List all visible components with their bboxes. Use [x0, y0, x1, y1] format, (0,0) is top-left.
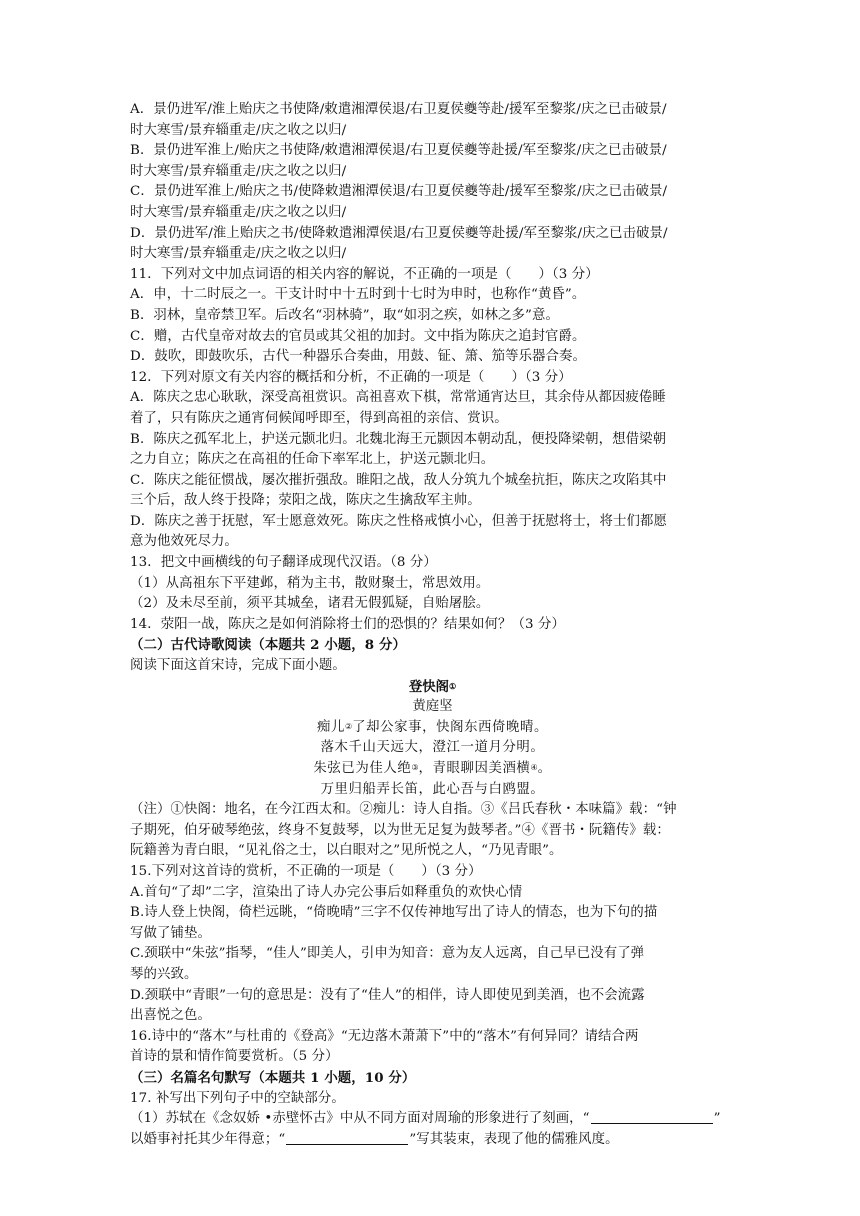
option: 三个后，敌人终于投降；荥阳之战，陈庆之生擒敌军主帅。 — [130, 493, 481, 509]
option: 之力自立；陈庆之在高祖的任命下率军北上，护送元颢北归。 — [130, 452, 495, 468]
section-heading: （三）名篇名句默写（本题共 1 小题，10 分） — [130, 1069, 416, 1086]
footnote-marker: ② — [344, 721, 353, 731]
poem-line: 万里归船弄长笛，此心吾与白鸥盟。 — [320, 781, 545, 797]
option: D．鼓吹，即鼓吹乐，古代一种器乐合奏曲，用鼓、钲、箫、笳等乐器合奏。 — [130, 349, 587, 365]
question-12 — [130, 368, 735, 553]
poem-line: 落木千山天远大，澄江一道月分明。 — [320, 740, 545, 756]
text-line: B．景仍进军淮上/贻庆之书使降/敕遣湘潭侯退/右卫夏侯夔等赴援/军至黎浆/庆之已击破景/ — [130, 143, 667, 159]
sub-question: （1）从高祖东下平建邺，稍为主书，散财聚士，常思效用。 — [130, 575, 490, 591]
text-line: 时大寒雪/景弃辎重走/庆之收之以归/ — [130, 246, 347, 262]
option: B．陈庆之孤军北上，护送元颢北归。北魏北海王元颢因本朝动乱，便投降梁朝，想借梁朝 — [130, 431, 667, 447]
footnote-marker: ④ — [530, 763, 538, 772]
poem-author: 黄庭坚 — [412, 699, 453, 715]
text-line: A．景仍进军/淮上贻庆之书使降/敕遣湘潭侯退/右卫夏侯夔等赴/援军至黎浆/庆之已击破景/ — [130, 102, 667, 117]
question-11 — [130, 265, 735, 368]
option: C．赠，古代皇帝对故去的官员或其父祖的加封。文中指为陈庆之追封官爵。 — [130, 328, 586, 344]
section-heading: （二）古代诗歌阅读（本题共 2 小题，8 分） — [130, 637, 406, 654]
options-q10 — [130, 100, 735, 265]
question-17-1-cont: 以婚事衬托其少年得意；“ ”写其装束，表现了他的儒雅风度。 — [130, 1131, 619, 1147]
option: 意为他效死尽力。 — [130, 534, 238, 550]
option: 写做了铺垫。 — [130, 925, 211, 941]
questions-15-16 — [130, 862, 735, 1068]
sub-question: （2）及未尽至前，须平其城垒，诸君无假狐疑，自贻屠脍。 — [130, 596, 490, 612]
answer-blank[interactable] — [286, 1131, 408, 1145]
question-stem: 11．下列对文中加点词语的相关内容的解说，不正确的一项是（ ）（3 分） — [130, 266, 599, 282]
option: 琴的兴致。 — [130, 966, 198, 982]
text-line: 时大寒雪/景弃辎重走/庆之收之以归/ — [130, 163, 347, 179]
note-line: 阮籍善为青白眼，“见礼俗之士，以白眼对之”见所悦之人，“乃见青眼”。 — [130, 843, 563, 859]
text-line: D．景仍进军/淮上贻庆之书/使降敕遣湘潭侯退/右卫夏侯夔等赴援/军至黎浆/庆之已击破景/ — [130, 225, 668, 241]
poem-notes — [130, 800, 735, 862]
option: A．陈庆之忠心耿耿，深受高祖赏识。高祖喜欢下棋，常常通宵达旦，其余侍从都因疲倦睡 — [130, 390, 666, 406]
poem-line: 痴儿②了却公家事，快阁东西倚晚晴。 — [316, 719, 549, 735]
question-stem: 13．把文中画横线的句子翻译成现代汉语。（8 分） — [130, 555, 437, 571]
option: B．羽林，皇帝禁卫军。后改名“羽林骑”，取“如羽之疾，如林之多”意。 — [130, 307, 559, 323]
poem — [130, 677, 735, 801]
footnote-marker: ③ — [411, 763, 419, 772]
text-line: 时大寒雪/景弃辎重走/庆之收之以归/ — [130, 122, 347, 138]
text-line: 时大寒雪/景弃辎重走/庆之收之以归/ — [130, 204, 347, 220]
option: 出喜悦之色。 — [130, 1008, 211, 1024]
footnote-marker: ① — [449, 680, 457, 691]
question-17-1: （1）苏轼在《念奴娇 •赤壁怀古》中从不同方面对周瑜的形象进行了刻画，“ ” — [130, 1111, 721, 1127]
poem-title: 登快阁① — [408, 678, 457, 695]
poem-line: 朱弦已为佳人绝③，青眼聊因美酒横④。 — [313, 761, 552, 776]
answer-blank[interactable] — [591, 1110, 713, 1124]
question-stem: 16.诗中的“落木”与杜甫的《登高》“无边落木萧萧下”中的“落木”有何异同？请结合两 — [130, 1028, 639, 1044]
question-13 — [130, 553, 735, 615]
option: C．陈庆之能征惯战，屡次摧折强敌。睢阳之战，敌人分筑九个城垒抗拒，陈庆之攻陷其中 — [130, 472, 667, 488]
option: B.诗人登上快阁，倚栏远眺，“倚晚晴”三字不仅传神地写出了诗人的情态，也为下句的描 — [130, 905, 658, 921]
note-line: 子期死，伯牙破琴绝弦，终身不复鼓琴，以为世无足复为鼓琴者。”④《晋书・阮籍传》载： — [130, 822, 670, 838]
section-intro: 阅读下面这首宋诗，完成下面小题。 — [130, 658, 346, 674]
question-stem: 12．下列对原文有关内容的概括和分析，不正确的一项是（ ）（3 分） — [130, 369, 572, 385]
question-14: 14．荥阳一战，陈庆之是如何消除将士们的恐惧的？结果如何？（3 分） — [130, 616, 565, 632]
text-line: C．景仍进军淮上/贻庆之书/使降敕遣湘潭侯退/右卫夏侯夔等赴/援军至黎浆/庆之已击破景/ — [130, 184, 668, 200]
document-page — [130, 100, 735, 1150]
option: C.颈联中“朱弦”指琴，“佳人”即美人，引申为知音：意为友人远离，自己早已没有了弹 — [130, 946, 645, 962]
question-17: 17. 补写出下列句子中的空缺部分。 — [130, 1090, 345, 1106]
note-line: （注）①快阁：地名，在今江西太和。②痴儿：诗人自指。③《吕氏春秋・本味篇》载：“钟 — [130, 802, 677, 818]
question-stem: 15.下列对这首诗的赏析，不正确的一项是（ ）（3 分） — [130, 863, 482, 879]
option: D.颈联中“青眼”一句的意思是：没有了“佳人”的相伴，诗人即使见到美酒，也不会流露 — [130, 987, 645, 1003]
question-stem: 首诗的景和情作简要赏析。（5 分） — [130, 1049, 339, 1065]
option: A.首句“了却”二字，渲染出了诗人办完公事后如释重负的欢快心情 — [130, 884, 523, 900]
option: 着了，只有陈庆之通宵伺候闻呼即至，得到高祖的亲信、赏识。 — [130, 410, 508, 426]
option: D．陈庆之善于抚慰，军士愿意效死。陈庆之性格戒慎小心，但善于抚慰将士，将士们都愿 — [130, 513, 667, 529]
option: A．申，十二时辰之一。干支计时中十五时到十七时为申时，也称作“黄昏”。 — [130, 287, 586, 303]
